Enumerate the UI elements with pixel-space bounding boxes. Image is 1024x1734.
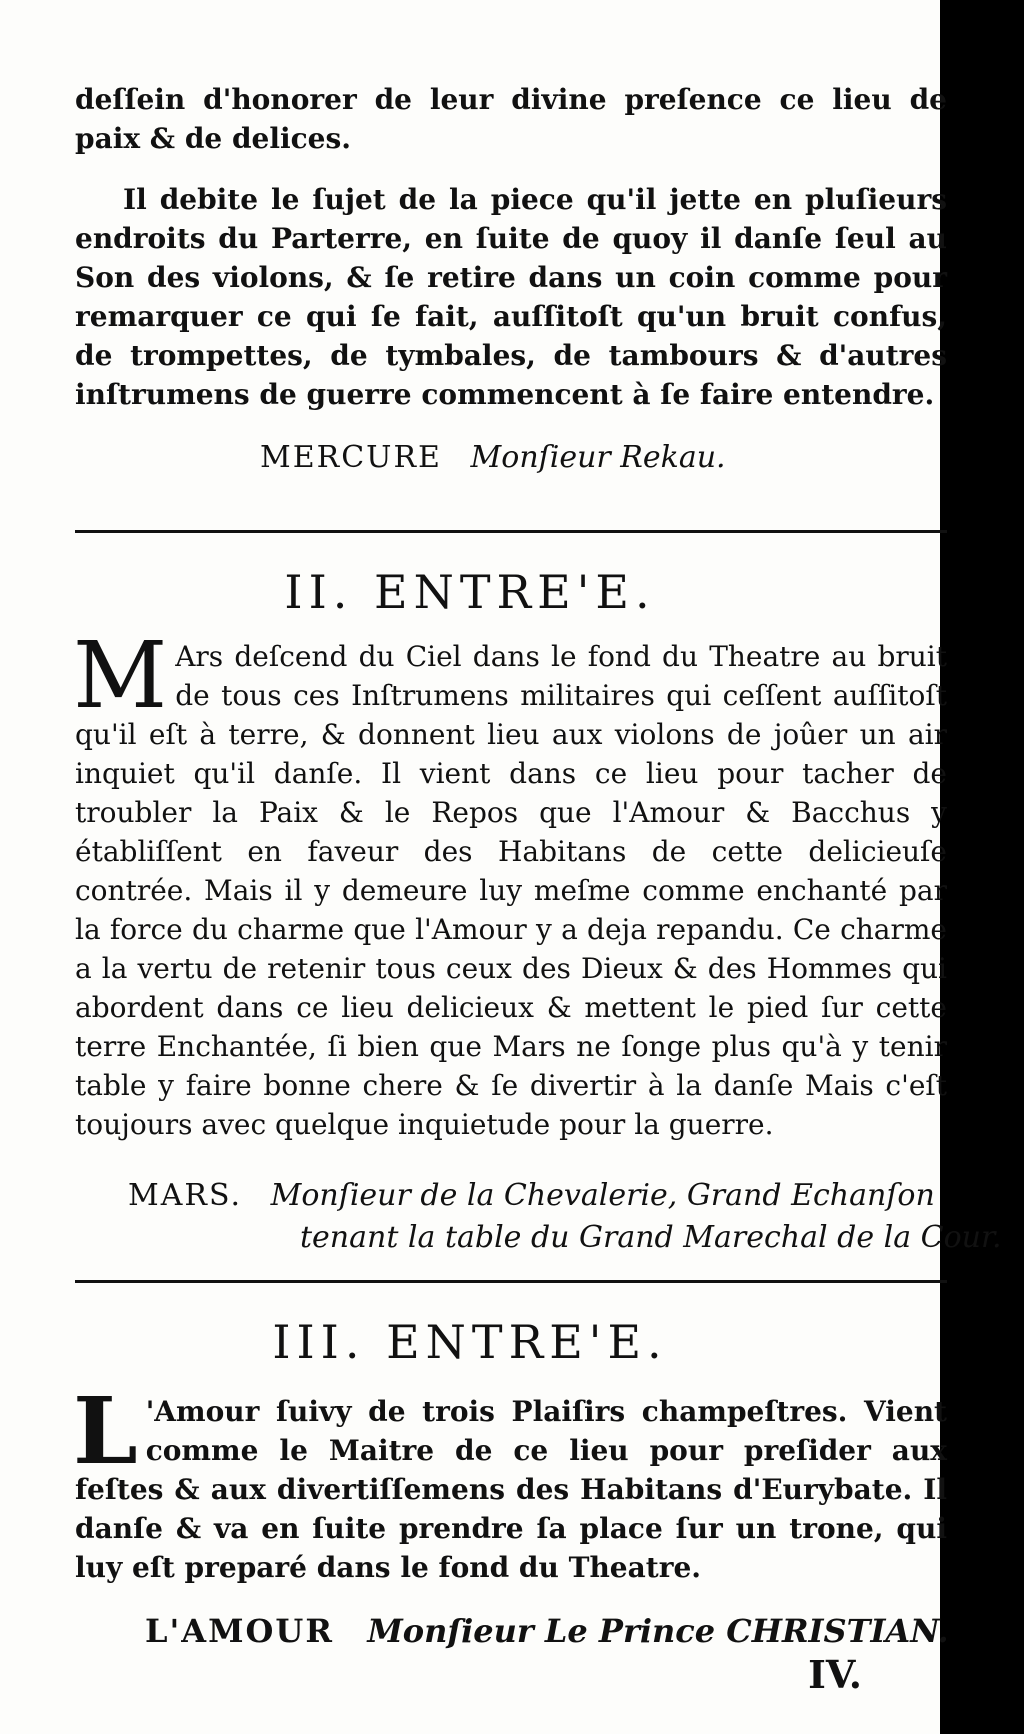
drop-cap: M (73, 622, 168, 729)
intro-paragraph: Il debite le ſujet de la piece qu'il jette en pluſieurs endroits du Parterre, en ſuite de quoy il danſe ſeul au Son des violons, & ſe retire dans un coin comme pour remarquer ce qui ſe fait, auſſitoſt qu'un bruit confus, de trompettes, de tymbales, de tambours & d'autres inſtrumens de guerre commencent à ſe faire entendre. (75, 183, 947, 411)
entree-3-heading: III. ENTRE'E. (272, 1315, 668, 1369)
entree-2-heading: II. ENTRE'E. (284, 565, 656, 619)
cast-mercure (260, 440, 726, 475)
entree-3-body (73, 1377, 947, 1587)
continuation-text: deſſein d'honorer de leur divine preſence ce lieu de paix & de delices. (75, 83, 947, 155)
cast-mars (128, 1178, 935, 1213)
catchword: IV. (808, 1652, 862, 1697)
entree-2-text: Ars deſcend du Ciel dans le fond du Theatre au bruit de tous ces Inſtrumens militaires qui ceſſent auſſitoſt qu'il eſt à terre, & donnent lieu aux violons de joûer un air inquiet qu'il danſe. Il vient dans ce lieu pour tacher de troubler la Paix & le Repos que l'Amour & Bacchus y établiſſent en faveur des Habitans de cette delicieuſe contrée. Mais il y demeure luy meſme comme enchanté par la force du charme que l'Amour y a deja repandu. Ce charme a la vertu de retenir tous ceux des Dieux & des Hommes qui abordent dans ce lieu delicieux & mettent le pied ſur cette terre Enchantée, ſi bien que Mars ne ſonge plus qu'à y tenir table y faire bonne chere & ſe divertir à la danſe Mais c'eſt toujours avec quelque inquietude pour la guerre. (75, 640, 947, 1141)
entree-2-section (73, 622, 947, 1144)
divider-rule (75, 530, 947, 533)
cast-role: MARS. (128, 1178, 242, 1213)
divider-rule (75, 1280, 947, 1283)
cast-role: L'AMOUR (145, 1612, 334, 1650)
entree-3-section (73, 1377, 947, 1587)
cast-performer-continued: tenant la table du Grand Marechal de la Cour. (300, 1220, 1002, 1255)
cast-performer: Monſieur Le Prince CHRISTIAN. (367, 1612, 949, 1650)
entree-3-text: 'Amour ſuivy de trois Plaiſirs champeſtres. Vient comme le Maitre de ce lieu pour preſider aux feſtes & aux divertiſſemens des Habitans d'Eurybate. Il danſe & va en ſuite prendre ſa place ſur un trone, qui luy eſt preparé dans le fond du Theatre. (75, 1395, 947, 1584)
cast-amour (145, 1612, 949, 1650)
cast-mars-line2 (300, 1220, 1002, 1255)
cast-performer: Monſieur Rekau. (470, 440, 726, 475)
cast-role: MERCURE (260, 440, 442, 475)
cast-performer: Monſieur de la Chevalerie, Grand Echanſon (270, 1178, 935, 1213)
intro-section (75, 80, 947, 414)
drop-cap: L (73, 1377, 138, 1485)
entree-2-body (73, 622, 947, 1144)
